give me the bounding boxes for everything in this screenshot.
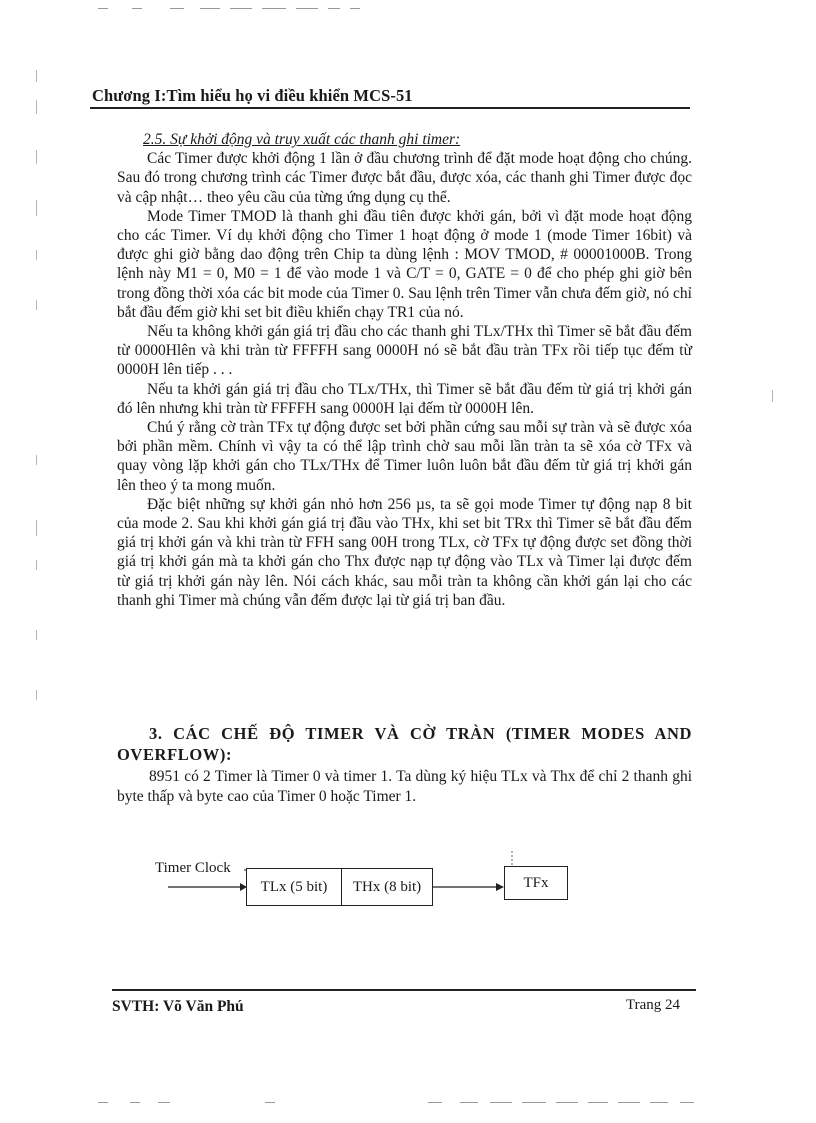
chapter-title: Chương I:Tìm hiểu họ vi điều khiển MCS-51	[92, 86, 413, 105]
output-arrow-head	[496, 883, 504, 891]
tlx-label: TLx (5 bit)	[260, 878, 328, 895]
tlx-register-box	[246, 868, 342, 906]
paragraph: Nếu ta khởi gán giá trị đầu cho TLx/THx, thì Timer sẽ bắt đầu đếm từ giá trị khởi gán đó lên nhưng khi tràn từ FFFFH sang 0000H lại đếm từ 0000H lên.	[117, 380, 692, 417]
intro-paragraph: 8951 có 2 Timer là Timer 0 và timer 1. Ta dùng ký hiệu TLx và Thx để chỉ 2 thanh ghi byte thấp và byte cao của Timer 0 hoặc Timer 1.	[117, 768, 692, 805]
paragraph: Đặc biệt những sự khởi gán nhỏ hơn 256 µs, ta sẽ gọi mode Timer tự động nạp 8 bit của mode 2. Sau khi khởi gán giá trị đầu vào THx, khi set bit TRx thì Timer sẽ bắt đầu đếm giá trị khởi gán và khi tràn từ FFH sang 00H trong TLx, cờ TFx tự động được set đồng thời giá trị khởi gán mà ta khởi gán cho Thx được nạp tự động vào TLx và Timer lại được đếm từ giá trị khởi gán này lên. Nói cách khác, sau mỗi tràn ta không cần khởi gán lại cho các thanh ghi Timer mà chúng vẫn đếm được lại từ giá trị ban đầu.	[117, 495, 692, 609]
tfx-label: TFx	[523, 874, 549, 891]
tfx-flag-box	[504, 866, 568, 900]
paragraph: Chú ý rằng cờ tràn TFx tự động được set bởi phần cứng sau mỗi sự tràn và sẽ được xóa bởi phần mềm. Chính vì vậy ta có thể lập trình chờ sau mỗi lần tràn ta sẽ xóa cờ TFx và quay vòng lặp khởi gán cho TLx/THx để Timer luôn luôn bắt đầu đếm từ giá trị khởi gán lên theo ý ta mong muốn.	[117, 419, 692, 494]
section-3-heading: 3. CÁC CHẾ ĐỘ TIMER VÀ CỜ TRÀN (TIMER MODES AND OVERFLOW):	[117, 724, 692, 764]
paragraph: Nếu ta không khởi gán giá trị đầu cho các thanh ghi TLx/THx thì Timer sẽ bắt đầu đếm từ 0000Hlên và khi tràn từ FFFFH sang 0000H nó sẽ bắt đầu tràn TFx rồi tiếp tục đếm từ 0000H lên tiếp . . .	[117, 323, 692, 379]
thx-register-box	[341, 868, 433, 906]
page-number: Trang 24	[626, 997, 681, 1013]
paragraph: Mode Timer TMOD là thanh ghi đầu tiên được khởi gán, bởi vì đặt mode hoạt động cho các Timer. Ví dụ khởi động cho Timer 1 hoạt động ở mode 1 (mode Timer 16bit) và được ghi giờ bằng dao động trên Chip ta dùng lệnh : MOV TMOD, # 00001000B. Trong lệnh này M1 = 0, M0 = 1 để vào mode 1 và C/T = 0, GATE = 0 để cho phép ghi giờ bên trong đồng thời xóa các bit mode của Timer 0. Sau lệnh trên Timer vẫn chưa đếm giờ, nó chỉ bắt đầu đếm giờ khi set bit điều khiển chạy TR1 của nó.	[117, 207, 692, 321]
timer-clock-label: Timer Clock	[155, 860, 231, 876]
footer-rule	[112, 989, 696, 991]
subheading-2-5: 2.5. Sự khởi động và truy xuất các thanh ghi timer:	[143, 131, 461, 148]
thx-label: THx (8 bit)	[352, 878, 422, 895]
author-label: SVTH: Võ Văn Phú	[112, 998, 244, 1015]
paragraph: Các Timer được khởi động 1 lần ở đầu chương trình để đặt mode hoạt động cho chúng. Sau đó trong chương trình các Timer được bắt đầu, được xóa, các thanh ghi Timer được đọc và cập nhật… theo yêu cầu của từng ứng dụng cụ thể.	[117, 150, 692, 206]
